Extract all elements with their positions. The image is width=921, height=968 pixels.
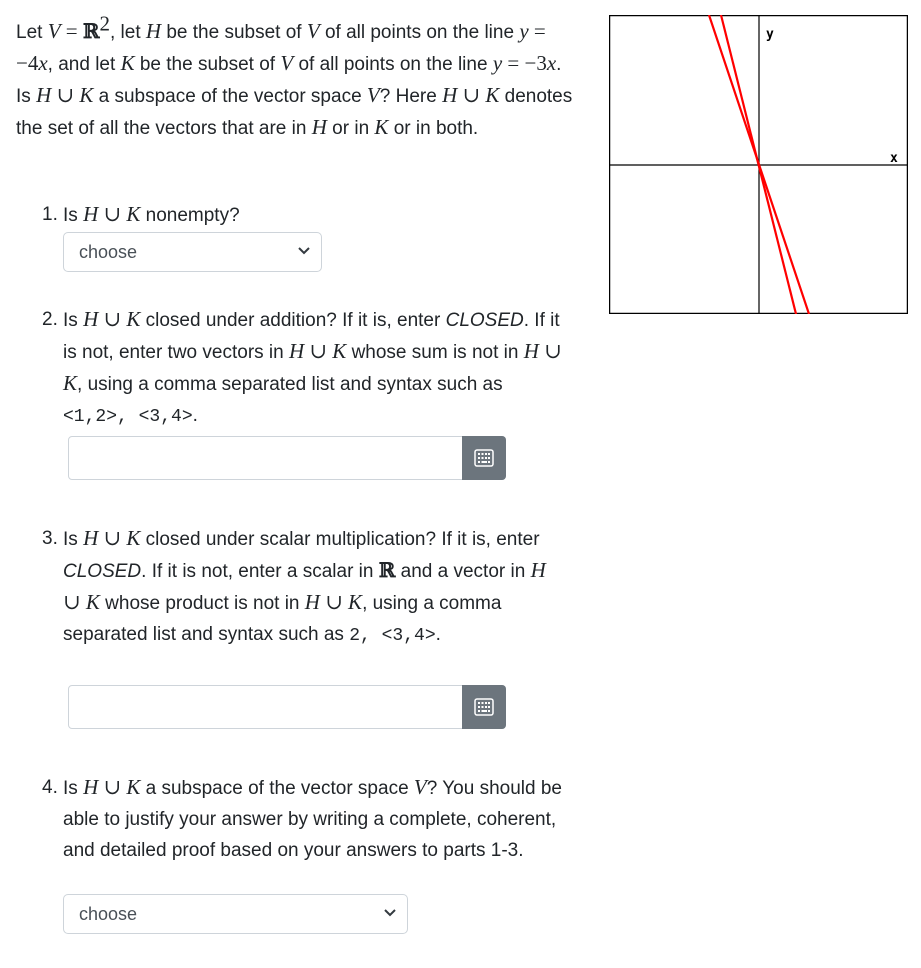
text: , using a comma separated list and syntax such as (77, 374, 503, 395)
math-H: H (83, 775, 99, 799)
math-V: V (413, 775, 427, 799)
math-K: K (126, 775, 141, 799)
text: Let (16, 22, 48, 43)
text: Is (63, 778, 84, 799)
chevron-down-icon (297, 246, 311, 256)
math-K: K (126, 202, 141, 226)
closed-keyword: CLOSED (63, 561, 142, 582)
text: . (435, 624, 441, 645)
text: , let (110, 22, 146, 43)
math-H: H (36, 83, 52, 107)
keypad-icon (474, 697, 494, 717)
math-union: ∪ (63, 590, 86, 614)
text: denotes the set of all the vectors that are in (16, 86, 573, 139)
math-H: H (289, 339, 305, 363)
q3-answer-box (68, 685, 506, 729)
math-coef: = −3 (502, 51, 547, 75)
math-K: K (79, 83, 94, 107)
math-union: ∪ (98, 202, 127, 226)
math-x: x (546, 51, 557, 75)
text: or in (326, 118, 375, 139)
math-K: K (374, 115, 389, 139)
math-H: H (442, 83, 458, 107)
math-H: H (523, 339, 539, 363)
math-V: V (280, 51, 294, 75)
text: , and let (47, 54, 121, 75)
text: closed under addition? If it is, enter (140, 310, 446, 331)
syntax-example: 2, <3,4> (349, 626, 436, 646)
math-H: H (83, 202, 99, 226)
text: be the subset of (134, 54, 281, 75)
text: Is (63, 529, 84, 550)
text: . Is (16, 54, 562, 107)
math-K: K (120, 51, 135, 75)
question-2 (42, 304, 562, 433)
text: . (192, 405, 198, 426)
syntax-example: <1,2>, <3,4> (63, 407, 193, 427)
q1-answer-select[interactable] (63, 232, 322, 272)
text: ? Here (379, 86, 443, 107)
math-H: H (304, 590, 320, 614)
math-equals: = (60, 19, 83, 43)
text: . If it is not, enter two vectors in (63, 310, 560, 363)
math-K: K (63, 371, 78, 395)
text: closed under scalar multiplication? If it is, enter (140, 529, 540, 550)
math-union: ∪ (98, 775, 127, 799)
question-number: 3. (42, 528, 58, 549)
text: , using a comma separated list and syntax such as (63, 593, 502, 645)
q2-answer-input[interactable] (69, 437, 461, 479)
math-K: K (126, 526, 141, 550)
math-y: y (519, 19, 529, 43)
q3-keypad-button[interactable] (462, 685, 506, 729)
math-V: V (306, 19, 320, 43)
math-union: ∪ (98, 307, 127, 331)
math-union: ∪ (538, 339, 562, 363)
text: a subspace of the vector space (93, 86, 367, 107)
q2-answer-box (68, 436, 506, 480)
text: whose sum is not in (346, 342, 524, 363)
math-reals: ℝ (378, 558, 396, 582)
math-union: ∪ (457, 83, 486, 107)
text: . If it is not, enter a scalar in (141, 561, 379, 582)
question-number: 4. (42, 777, 58, 798)
text: Is (63, 310, 84, 331)
text: ? You should be able to justify your answer by writing a complete, coherent, and detailed proof based on your answers to parts 1-3. (63, 778, 562, 861)
y-axis-label: y (766, 27, 774, 42)
math-y: y (492, 51, 503, 75)
math-V: V (366, 83, 380, 107)
text: Is (63, 205, 84, 226)
math-union: ∪ (51, 83, 80, 107)
math-union: ∪ (98, 526, 127, 550)
text: a subspace of the vector space (140, 778, 414, 799)
lines-graph (609, 15, 908, 314)
math-K: K (348, 590, 363, 614)
text: or in both. (388, 118, 479, 139)
text: be the subset of (161, 22, 307, 43)
math-K: K (85, 590, 100, 614)
question-1 (42, 199, 562, 231)
q3-answer-input[interactable] (69, 686, 461, 728)
text: and a vector in (395, 561, 531, 582)
text: of all points on the line (319, 22, 520, 43)
text: nonempty? (140, 205, 240, 226)
closed-keyword: CLOSED (445, 310, 524, 331)
question-3 (42, 523, 562, 652)
math-K: K (332, 339, 347, 363)
math-H: H (311, 115, 327, 139)
math-K: K (126, 307, 141, 331)
math-H: H (530, 558, 546, 582)
text: whose product is not in (99, 593, 305, 614)
math-V: V (47, 19, 61, 43)
math-coef: = −4 (16, 19, 546, 75)
math-K: K (485, 83, 500, 107)
question-number: 1. (42, 204, 58, 225)
chevron-down-icon (383, 908, 397, 918)
x-axis-label: x (890, 151, 898, 166)
math-x: x (38, 51, 48, 75)
select-value: choose (79, 904, 138, 924)
question-4 (42, 772, 562, 866)
select-value: choose (79, 242, 138, 262)
math-exponent: 2 (99, 11, 110, 36)
math-union: ∪ (304, 339, 333, 363)
q2-keypad-button[interactable] (462, 436, 506, 480)
math-H: H (83, 526, 99, 550)
math-H: H (83, 307, 99, 331)
math-union: ∪ (319, 590, 349, 614)
keypad-icon (474, 448, 494, 468)
problem-statement (16, 11, 576, 144)
question-number: 2. (42, 309, 58, 330)
text: of all points on the line (293, 54, 493, 75)
q4-answer-select[interactable] (63, 894, 408, 934)
math-H: H (145, 19, 162, 43)
math-reals: ℝ (82, 19, 100, 43)
